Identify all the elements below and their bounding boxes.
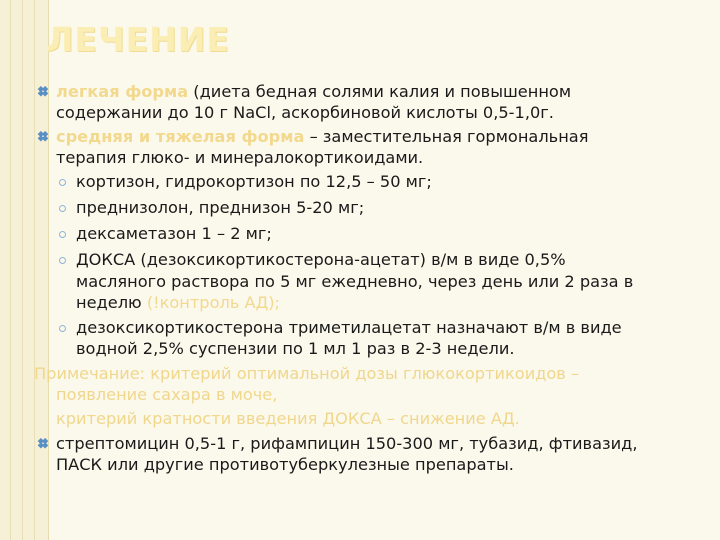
mild-form-label: легкая форма: [56, 82, 189, 101]
slide-title: ЛЕЧЕНИЕ: [46, 20, 230, 59]
circle-bullet-icon: [59, 257, 66, 264]
sub-item-dtma-line-1: дезоксикортикостерона триметилацетат назначают в/м в виде: [76, 318, 622, 337]
circle-bullet-icon: [59, 179, 66, 186]
doca-line-3-text: неделю: [76, 293, 147, 312]
mild-form-text: (диета бедная солями калия и повышенном: [188, 82, 572, 101]
sub-item-doca-line-2: масляного раствора по 5 мг ежедневно, через день или 2 раза в: [76, 272, 634, 291]
circle-bullet-icon: [59, 231, 66, 238]
circle-bullet-icon: [59, 325, 66, 332]
bp-control-note: (!контроль АД);: [146, 293, 281, 312]
note-line-3: критерий кратности введения ДОКСА – снижение АД.: [56, 409, 520, 428]
circle-bullet-icon: [59, 205, 66, 212]
sub-item-dexamethasone: дексаметазон 1 – 2 мг;: [76, 224, 272, 243]
sub-item-doca-line-3: [76, 293, 280, 314]
mild-form-line-1: [56, 82, 571, 103]
sub-item-doca-line-1: ДОКСА (дезоксикортикостерона-ацетат) в/м в виде 0,5%: [76, 250, 566, 269]
note-line-2: появление сахара в моче,: [56, 385, 278, 404]
severe-form-label: средняя и тяжелая форма: [56, 127, 305, 146]
strep-line-2: ПАСК или другие противотуберкулезные препараты.: [56, 455, 514, 474]
strep-line-1: стрептомицин 0,5-1 г, рифампицин 150-300 мг, тубазид, фтивазид,: [56, 434, 638, 453]
severe-form-text: – заместительная гормональная: [304, 127, 589, 146]
sub-item-cortisone: кортизон, гидрокортизон по 12,5 – 50 мг;: [76, 172, 432, 191]
sub-item-prednisolone: преднизолон, преднизон 5-20 мг;: [76, 198, 365, 217]
severe-form-line-1: [56, 127, 588, 148]
diamond-bullet-icon: [36, 131, 50, 145]
note-line-1: Примечание: критерий оптимальной дозы глюкокортикоидов –: [34, 364, 580, 383]
sub-item-dtma-line-2: водной 2,5% суспензии по 1 мл 1 раз в 2-3 недели.: [76, 339, 515, 358]
severe-form-line-2: терапия глюко- и минералокортикоидами.: [56, 148, 424, 167]
mild-form-line-2: содержании до 10 г NaCl, аскорбиновой кислоты 0,5-1,0г.: [56, 103, 554, 122]
diamond-bullet-icon: [36, 438, 50, 452]
diamond-bullet-icon: [36, 86, 50, 100]
